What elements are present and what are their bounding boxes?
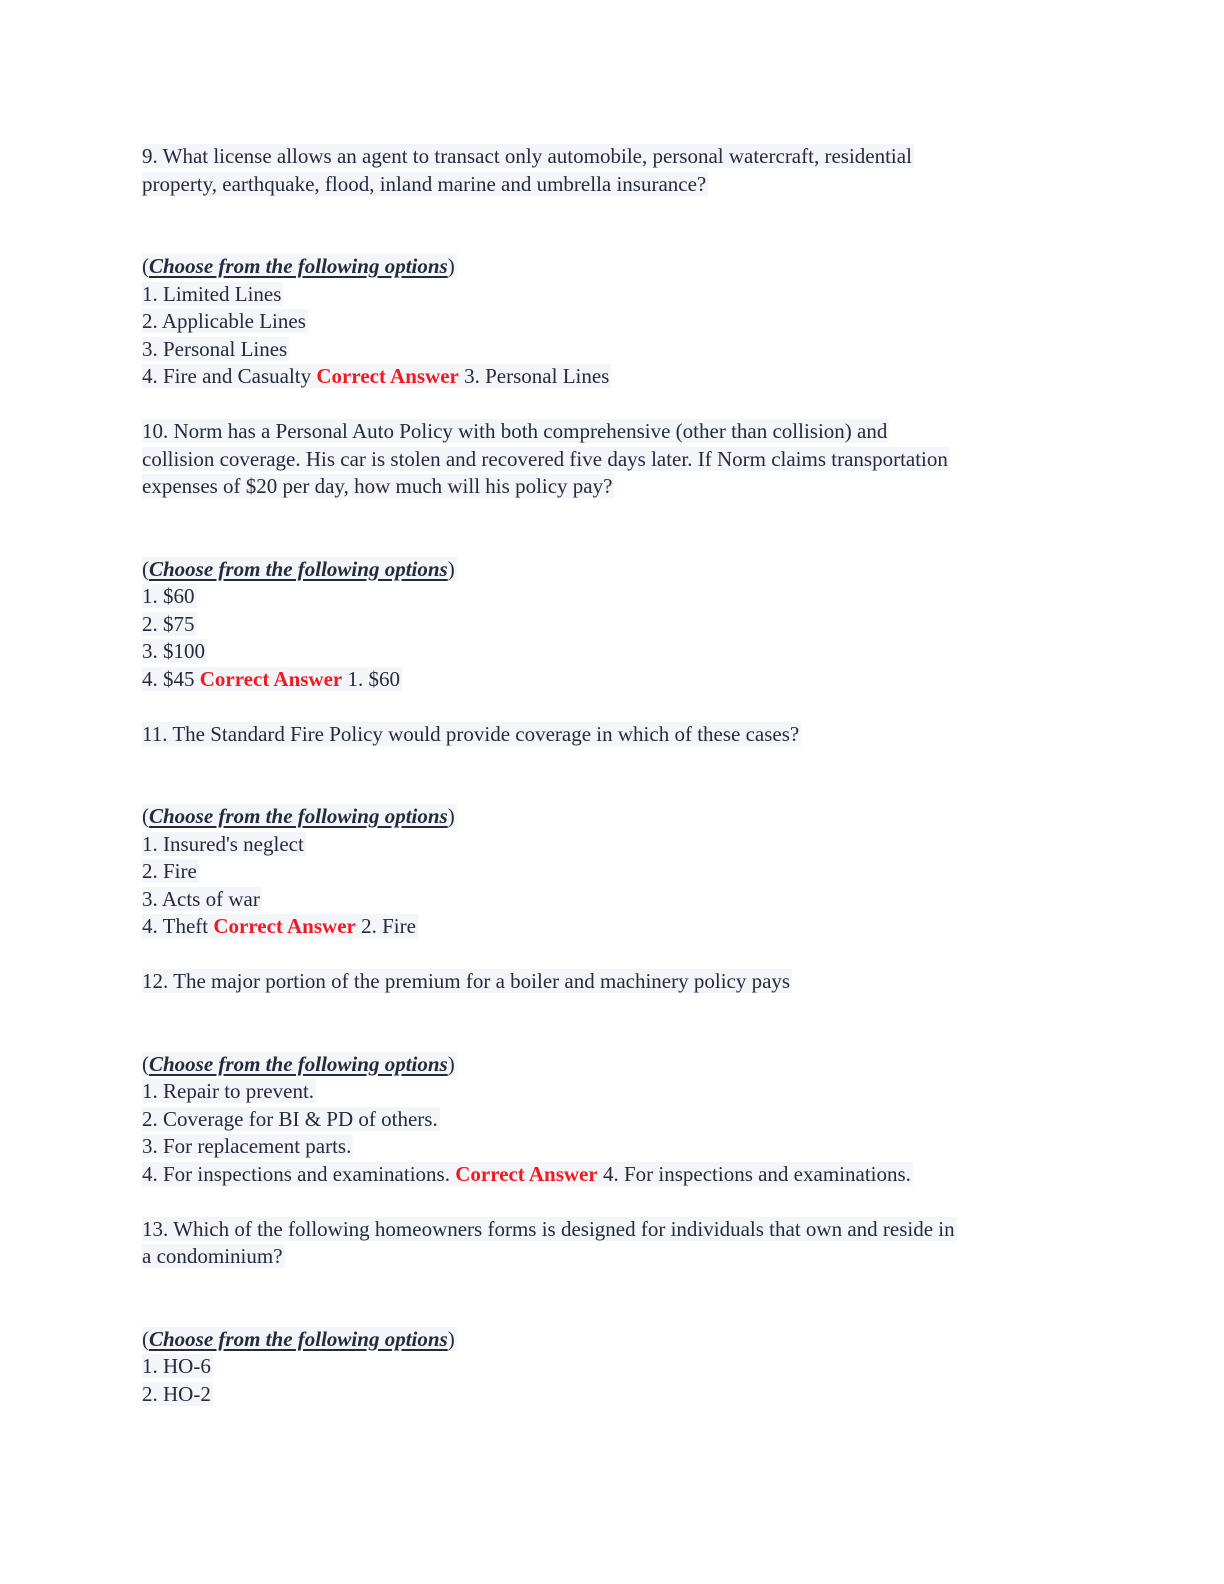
option: 3. Personal Lines: [142, 336, 288, 361]
option: 4. $45: [142, 666, 195, 691]
correct-answer-label: Correct Answer: [316, 364, 459, 388]
choose-label: Choose from the following options: [149, 1326, 448, 1351]
question-text: 11. The Standard Fire Policy would provide coverage in which of these cases?: [142, 721, 800, 746]
question-text: property, earthquake, flood, inland marine and umbrella insurance?: [142, 171, 707, 196]
correct-answer-label: Correct Answer: [213, 914, 356, 938]
option: 4. Fire and Casualty: [142, 364, 312, 388]
question-block: [142, 721, 1082, 969]
option: 1. Limited Lines: [142, 281, 282, 306]
option-with-answer: [142, 1162, 913, 1186]
document-page: [142, 143, 1082, 1408]
question-block: [142, 418, 1082, 721]
question-text: collision coverage. His car is stolen and recovered five days later. If Norm claims transportation: [142, 446, 948, 471]
options-prompt: (Choose from the following options): [142, 1051, 455, 1076]
option-with-answer: [142, 914, 418, 938]
option: 3. $100: [142, 639, 205, 663]
question-block: [142, 1216, 1082, 1409]
question-text: expenses of $20 per day, how much will his policy pay?: [142, 474, 613, 498]
options-prompt: (Choose from the following options): [142, 254, 455, 278]
option: 2. Applicable Lines: [142, 309, 306, 333]
option: 2. $75: [142, 611, 195, 636]
answer: 2. Fire: [361, 914, 416, 938]
correct-answer-label: Correct Answer: [199, 666, 343, 691]
question-text: 12. The major portion of the premium for a boiler and machinery policy pays: [142, 969, 791, 993]
option: 1. Repair to prevent.: [142, 1079, 315, 1103]
option: 1. $60: [142, 584, 195, 608]
options-prompt: (Choose from the following options): [142, 1326, 455, 1351]
choose-label: Choose from the following options: [149, 804, 448, 828]
option: 1. HO-6: [142, 1354, 211, 1378]
choose-label: Choose from the following options: [149, 556, 448, 581]
answer: 3. Personal Lines: [464, 364, 610, 388]
question-text: a condominium?: [142, 1244, 283, 1268]
answer: 1. $60: [347, 666, 400, 691]
option-with-answer: [142, 364, 611, 388]
option: 3. For replacement parts.: [142, 1134, 352, 1158]
question-text: 9. What license allows an agent to transact only automobile, personal watercraft, residential: [142, 144, 912, 168]
option: 2. Coverage for BI & PD of others.: [142, 1106, 438, 1131]
correct-answer-label: Correct Answer: [455, 1161, 598, 1186]
option: 2. HO-2: [142, 1381, 211, 1406]
question-block: [142, 143, 1082, 418]
option: 4. Theft: [142, 914, 209, 938]
question-block: [142, 968, 1082, 1216]
choose-label: Choose from the following options: [149, 254, 448, 278]
options-prompt: (Choose from the following options): [142, 804, 455, 828]
option: 2. Fire: [142, 859, 197, 883]
option: 1. Insured's neglect: [142, 831, 304, 856]
option: 3. Acts of war: [142, 886, 260, 911]
question-text: 10. Norm has a Personal Auto Policy with both comprehensive (other than collision) and: [142, 419, 888, 443]
answer: 4. For inspections and examinations.: [602, 1161, 911, 1186]
option-with-answer: [142, 667, 402, 691]
choose-label: Choose from the following options: [149, 1051, 448, 1076]
options-prompt: (Choose from the following options): [142, 556, 455, 581]
question-text: 13. Which of the following homeowners forms is designed for individuals that own and reside in: [142, 1216, 955, 1241]
option: 4. For inspections and examinations.: [142, 1161, 450, 1186]
